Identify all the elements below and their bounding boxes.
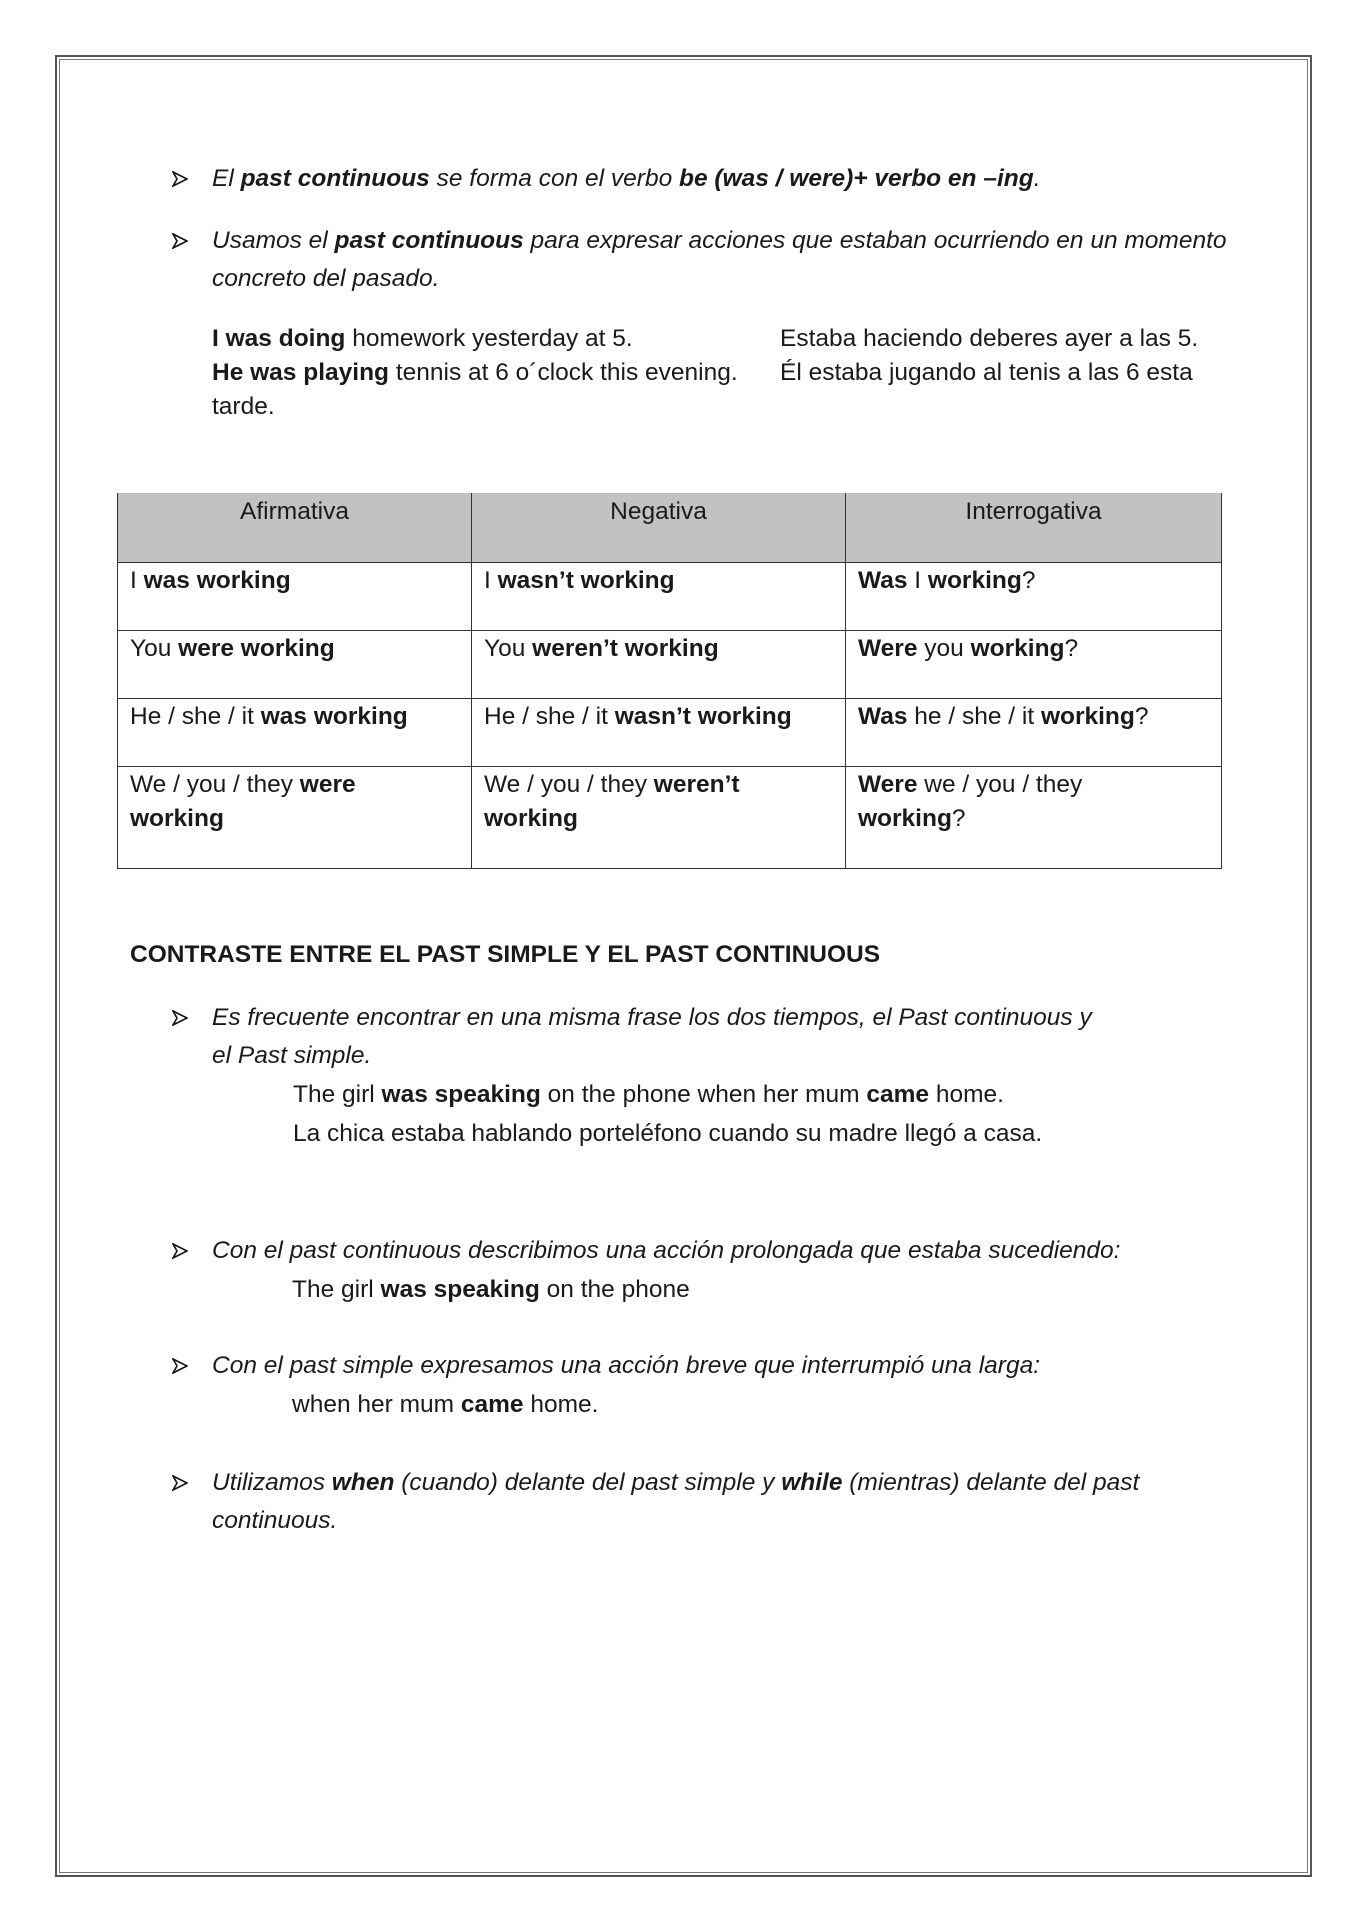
translation-contrast: La chica estaba hablando porteléfono cuando su madre llegó a casa. [293,1120,1043,1147]
bullet-when-while-line2: continuous. [212,1507,338,1534]
arrow-bullet-icon [172,1243,188,1259]
cell-affirmative: I was working [118,562,472,630]
arrow-bullet-icon [172,1010,188,1026]
table-header-row [118,493,1222,562]
cell-interrogative: Were you working? [846,630,1222,698]
example-1: I was doing homework yesterday at 5. [212,325,633,352]
bullet-past-continuous-form: El past continuous se forma con el verbo be (was / were)+ verbo en –ing. [212,165,1041,192]
table-row [118,630,1222,698]
cell-affirmative: You were working [118,630,472,698]
cell-negative: He / she / it wasn’t working [472,698,846,766]
cell-negative: We / you / they weren’t working [472,766,846,868]
cell-negative: I wasn’t working [472,562,846,630]
table-row [118,766,1222,868]
bullet-when-while: Utilizamos when (cuando) delante del past simple y while (mientras) delante del past [212,1469,1140,1496]
bullet-past-continuous-use: Usamos el past continuous para expresar acciones que estaban ocurriendo en un momento [212,227,1227,254]
section-title: CONTRASTE ENTRE EL PAST SIMPLE Y EL PAST CONTINUOUS [130,941,881,968]
example-contrast: The girl was speaking on the phone when her mum came home. [293,1081,1004,1108]
cell-negative: You weren’t working [472,630,846,698]
cell-interrogative: Were we / you / they working? [846,766,1222,868]
header-interrogativa: Interrogativa [846,493,1222,562]
bullet-past-continuous-use-line2: concreto del pasado. [212,265,440,292]
table-row [118,562,1222,630]
cell-affirmative: He / she / it was working [118,698,472,766]
example-prolonged: The girl was speaking on the phone [292,1276,690,1303]
header-afirmativa: Afirmativa [118,493,472,562]
bullet-brief-action: Con el past simple expresamos una acción breve que interrumpió una larga: [212,1352,1041,1379]
example-2: He was playing tennis at 6 o´clock this evening. [212,359,738,386]
example-brief: when her mum came home. [292,1391,599,1418]
bullet-both-tenses-line2: el Past simple. [212,1042,372,1069]
conjugation-table [117,493,1222,869]
bullet-prolonged-action: Con el past continuous describimos una acción prolongada que estaba sucediendo: [212,1237,1121,1264]
bullet-both-tenses: Es frecuente encontrar en una misma frase los dos tiempos, el Past continuous y [212,1004,1092,1031]
table-row [118,698,1222,766]
arrow-bullet-icon [172,1358,188,1374]
arrow-bullet-icon [172,1475,188,1491]
header-negativa: Negativa [472,493,846,562]
translation-1: Estaba haciendo deberes ayer a las 5. [780,325,1199,352]
cell-interrogative: Was he / she / it working? [846,698,1222,766]
cell-affirmative: We / you / they were working [118,766,472,868]
arrow-bullet-icon [172,233,188,249]
example-2-wrap: tarde. [212,393,275,420]
translation-2: Él estaba jugando al tenis a las 6 esta [780,359,1193,386]
arrow-bullet-icon [172,171,188,187]
cell-interrogative: Was I working? [846,562,1222,630]
